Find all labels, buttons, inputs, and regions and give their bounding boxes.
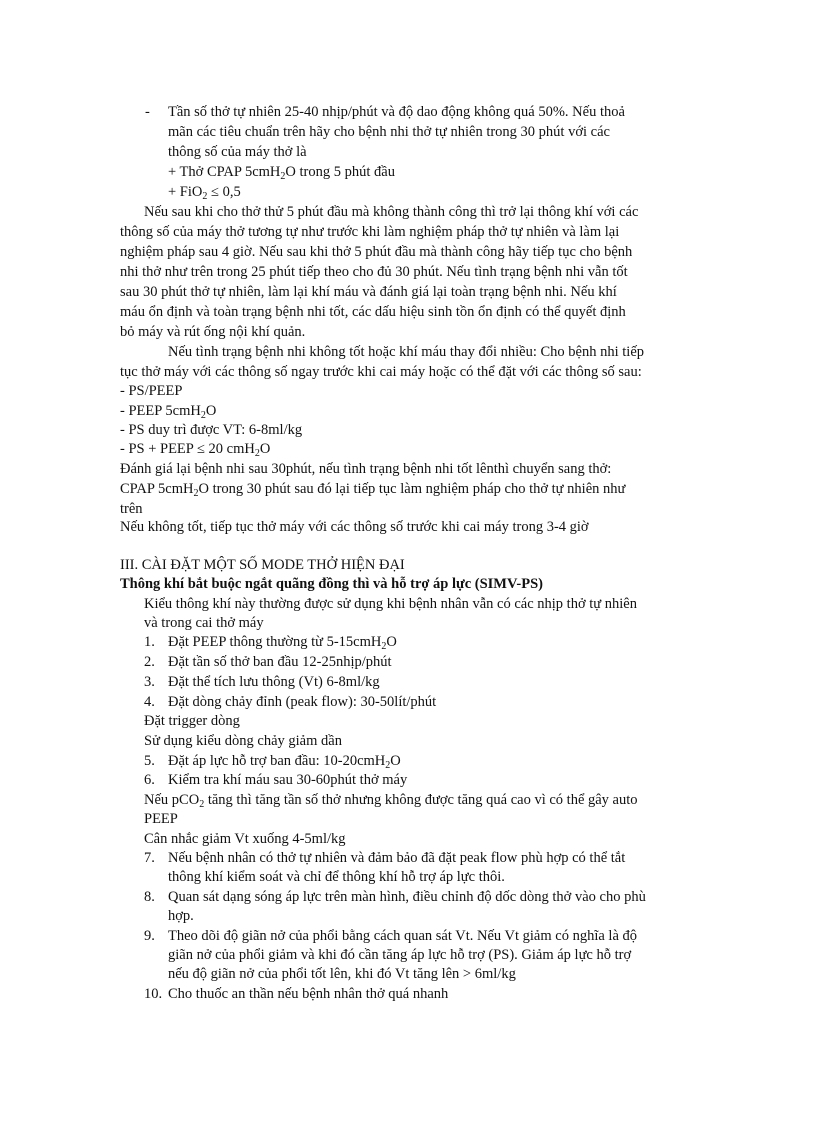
text-line: Kiểu thông khí này thường được sử dụng khi bệnh nhân vẫn có các nhịp thở tự nhiên: [144, 596, 637, 612]
text-line: Nếu sau khi cho thở thử 5 phút đầu mà không thành công thì trở lại thông khí với các: [144, 204, 639, 220]
list-number: 9.: [144, 928, 155, 944]
text-line: thông số của máy thở là: [168, 144, 307, 160]
text-line: Tần số thở tự nhiên 25-40 nhịp/phút và độ dao động không quá 50%. Nếu thoả: [168, 104, 625, 120]
list-item: Quan sát dạng sóng áp lực trên màn hình, điều chỉnh độ dốc dòng thở vào cho phù: [168, 889, 646, 905]
text-line: Nếu pCO$_2$ tăng thì tăng tần số thở nhưng không được tăng quá cao vì có thể gây auto: [144, 792, 638, 810]
text-line: bỏ máy và rút ống nội khí quản.: [120, 324, 306, 340]
list-item: Cho thuốc an thần nếu bệnh nhân thở quá nhanh: [168, 986, 449, 1002]
list-number: 8.: [144, 889, 155, 905]
list-item: Đặt dòng chảy đỉnh (peak flow): 30-50lít/phút: [168, 694, 437, 710]
text-line: trên: [120, 501, 143, 517]
text-line: + Thở CPAP 5cmH$_2$O trong 5 phút đầu: [168, 164, 395, 182]
text-line: + FiO$_2$ ≤ 0,5: [168, 184, 241, 202]
text-line: và trong cai thở máy: [144, 615, 264, 631]
text-line: Sử dụng kiểu dòng chảy giảm dần: [144, 733, 342, 749]
text-line: Nếu không tốt, tiếp tục thở máy với các thông số trước khi cai máy trong 3-4 giờ: [120, 519, 589, 535]
text-line: - PEEP 5cmH$_2$O: [120, 403, 217, 421]
list-item: Theo dõi độ giãn nở của phổi bằng cách quan sát Vt. Nếu Vt giảm có nghĩa là độ: [168, 928, 638, 944]
list-number: 2.: [144, 654, 155, 670]
text-line: nghiệm pháp sau 4 giờ. Nếu sau khi thở 5 phút đầu mà thành công hãy tiếp tục cho bệnh: [120, 244, 633, 260]
text-line: - PS duy trì được VT: 6-8ml/kg: [120, 422, 303, 438]
list-number: 5.: [144, 753, 155, 769]
list-item-continuation: nếu độ giãn nở của phổi tốt lên, khi đó Vt tăng lên > 6ml/kg: [168, 966, 516, 982]
list-number: 1.: [144, 634, 155, 650]
text-line: - PS + PEEP ≤ 20 cmH$_2$O: [120, 441, 271, 459]
list-item: Đặt áp lực hỗ trợ ban đầu: 10-20cmH$_2$O: [168, 753, 401, 771]
list-item-continuation: thông khí kiểm soát và chỉ để thông khí hỗ trợ áp lực thôi.: [168, 869, 505, 885]
list-item: Kiểm tra khí máu sau 30-60phút thở máy: [168, 772, 408, 788]
text-line: Đặt trigger dòng: [144, 713, 240, 729]
text-line: máu ổn định và toàn trạng bệnh nhi tốt, các dấu hiệu sinh tồn ổn định có thể quyết định: [120, 304, 626, 320]
text-line: sau 30 phút thở tự nhiên, làm lại khí máu và đánh giá lại toàn trạng bệnh nhi. Nếu khí: [120, 284, 617, 300]
text-line: Đánh giá lại bệnh nhi sau 30phút, nếu tình trạng bệnh nhi tốt lênthì chuyển sang thở:: [120, 461, 612, 477]
text-line: thông số của máy thở tương tự như trước khi làm nghiệm pháp thở tự nhiên và làm lại: [120, 224, 620, 240]
bullet-marker: -: [145, 104, 150, 120]
text-line: CPAP 5cmH$_2$O trong 30 phút sau đó lại tiếp tục làm nghiệm pháp cho thở tự nhiên như: [120, 481, 626, 499]
list-number: 4.: [144, 694, 155, 710]
list-number: 3.: [144, 674, 155, 690]
list-number: 6.: [144, 772, 155, 788]
list-item: Nếu bệnh nhân có thở tự nhiên và đảm bảo đã đặt peak flow phù hợp có thể tắt: [168, 850, 626, 866]
text-line: mãn các tiêu chuẩn trên hãy cho bệnh nhi thở tự nhiên trong 30 phút với các: [168, 124, 610, 140]
list-item: Đặt thể tích lưu thông (Vt) 6-8ml/kg: [168, 674, 380, 690]
text-line: - PS/PEEP: [120, 383, 183, 399]
text-line: tục thở máy với các thông số ngay trước khi cai máy hoặc có thể đặt với các thông số sau:: [120, 364, 642, 380]
list-number: 7.: [144, 850, 155, 866]
list-item: Đặt PEEP thông thường từ 5-15cmH$_2$O: [168, 634, 397, 652]
text-line: nhi thở như trên trong 25 phút tiếp theo cho đủ 30 phút. Nếu tình trạng bệnh nhi vẫn tốt: [120, 264, 628, 280]
list-number: 10.: [144, 986, 163, 1002]
list-item: Đặt tần số thở ban đầu 12-25nhịp/phút: [168, 654, 392, 670]
text-line: PEEP: [144, 811, 178, 827]
list-item-continuation: hợp.: [168, 908, 194, 924]
list-item-continuation: giãn nở của phổi giảm và khi đó cần tăng áp lực hỗ trợ (PS). Giảm áp lực hỗ trợ: [168, 947, 632, 963]
text-line: Cân nhắc giảm Vt xuống 4-5ml/kg: [144, 831, 346, 847]
section-heading: III. CÀI ĐẶT MỘT SỐ MODE THỞ HIỆN ĐẠI: [120, 557, 405, 573]
subsection-heading: Thông khí bắt buộc ngắt quãng đồng thì và hỗ trợ áp lực (SIMV-PS): [120, 576, 543, 592]
text-line: Nếu tình trạng bệnh nhi không tốt hoặc khí máu thay đổi nhiều: Cho bệnh nhi tiếp: [168, 344, 645, 360]
